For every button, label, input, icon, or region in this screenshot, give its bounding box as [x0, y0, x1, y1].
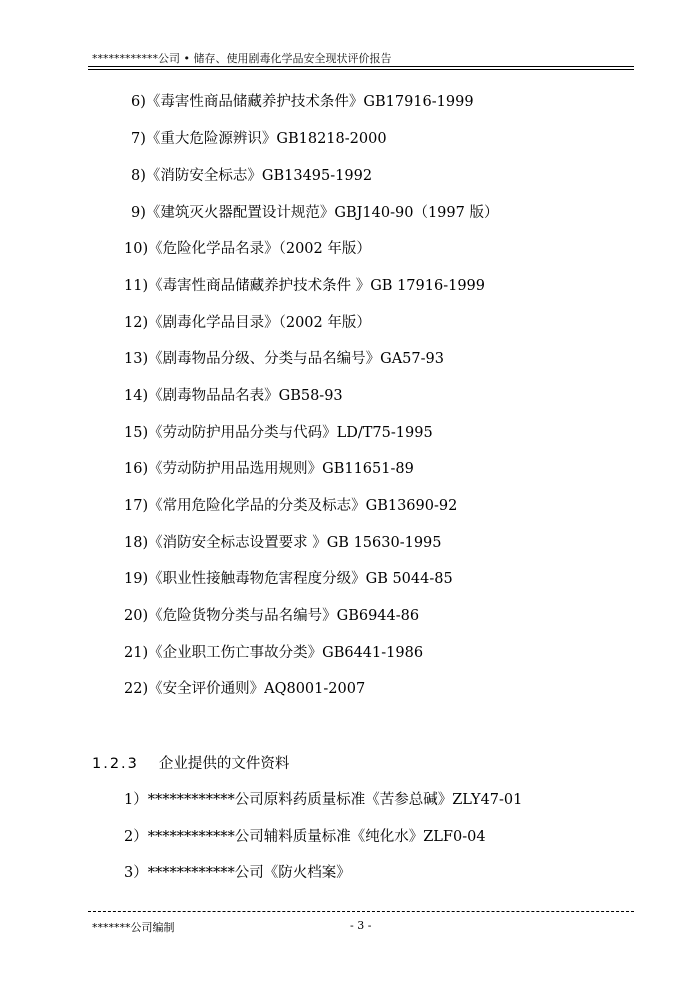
- section-title: 企业提供的文件资料: [158, 756, 290, 772]
- list-item: 18)《消防安全标志设置要求 》GB 15630-1995: [124, 535, 442, 551]
- list-item: 10)《危险化学品名录》（2002 年版）: [124, 241, 371, 257]
- list-item: 14)《剧毒物品品名表》GB58-93: [124, 388, 343, 404]
- list-item: 12)《剧毒化学品目录》（2002 年版）: [124, 315, 371, 331]
- list-item: 9)《建筑灭火器配置设计规范》GBJ140-90（1997 版）: [131, 205, 499, 221]
- list-item: 20)《危险货物分类与品名编号》GB6944-86: [124, 608, 420, 624]
- section-number: 1.2.3: [92, 756, 139, 772]
- list-item: 19)《职业性接触毒物危害程度分级》GB 5044-85: [124, 571, 453, 587]
- header-rule-thin: [88, 69, 634, 70]
- list-item: 1）************公司原料药质量标准《苦参总碱》ZLY47-01: [124, 792, 523, 808]
- list-item: 15)《劳动防护用品分类与代码》LD/T75-1995: [124, 425, 433, 441]
- list-item: 17)《常用危险化学品的分类及标志》GB13690-92: [124, 498, 458, 514]
- footer-author: *******公司编制: [92, 921, 175, 934]
- list-item: 7)《重大危险源辨识》GB18218-2000: [131, 131, 387, 147]
- list-item: 22)《安全评价通则》AQ8001-2007: [124, 681, 366, 697]
- footer-rule: [88, 911, 634, 912]
- header-title: ************公司 • 储存、使用剧毒化学品安全现状评价报告: [92, 52, 392, 65]
- list-item: 6)《毒害性商品储藏养护技术条件》GB17916-1999: [131, 94, 474, 110]
- list-item: 2）************公司辅料质量标准《纯化水》ZLF0-04: [124, 829, 486, 845]
- page-number: - 3 -: [350, 919, 372, 932]
- list-item: 16)《劳动防护用品选用规则》GB11651-89: [124, 461, 414, 477]
- list-item: 21)《企业职工伤亡事故分类》GB6441-1986: [124, 645, 424, 661]
- header-rule: [88, 66, 634, 67]
- list-item: 3）************公司《防火档案》: [124, 865, 351, 881]
- list-item: 11)《毒害性商品储藏养护技术条件 》GB 17916-1999: [124, 278, 485, 294]
- section-heading: [92, 752, 289, 773]
- list-item: 8)《消防安全标志》GB13495-1992: [131, 168, 373, 184]
- list-item: 13)《剧毒物品分级、分类与品名编号》GA57-93: [124, 351, 444, 367]
